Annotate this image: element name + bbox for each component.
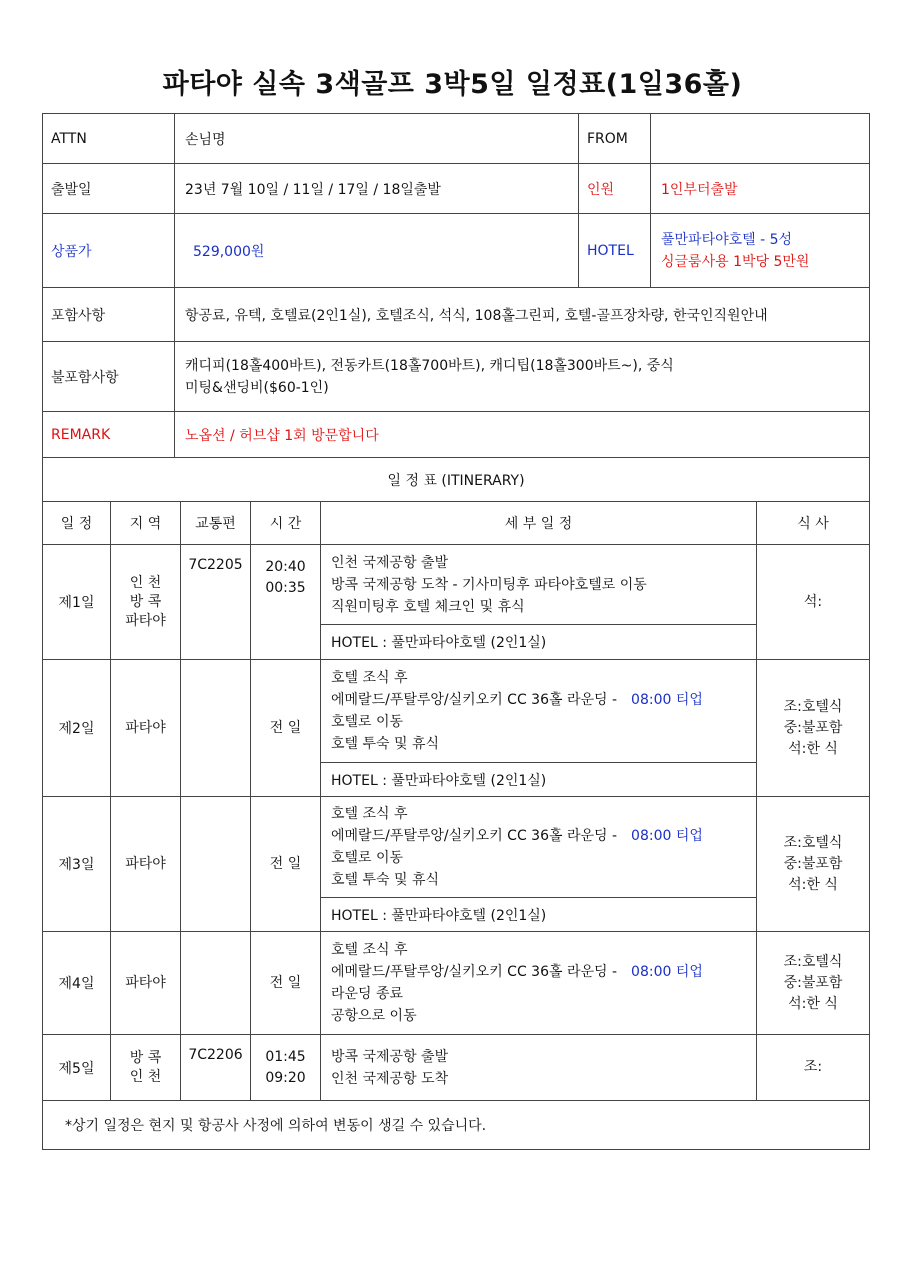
time-line: 00:35 bbox=[265, 580, 306, 596]
table-row bbox=[43, 660, 870, 763]
detail-line: 방콕 국제공항 도착 - 기사미팅후 파타야호텔로 이동 bbox=[331, 576, 647, 593]
golf-text: 에메랄드/푸탈루앙/실키오키 CC 36홀 라운딩 - bbox=[331, 828, 618, 844]
time-cell bbox=[251, 545, 321, 660]
meal-line: 석:한 식 bbox=[788, 995, 838, 1012]
region-line: 방 콕 bbox=[129, 593, 162, 610]
detail-line: 호텔 투숙 및 휴식 bbox=[331, 872, 440, 888]
detail-line: 방콕 국제공항 출발 bbox=[331, 1048, 449, 1065]
time-cell: 전 일 bbox=[251, 660, 321, 797]
detail-cell bbox=[321, 545, 757, 625]
region-line: 인 천 bbox=[129, 574, 162, 591]
include-label: 포함사항 bbox=[43, 288, 175, 342]
include-row bbox=[43, 288, 870, 342]
meal-line: 조: bbox=[803, 1059, 823, 1075]
header-meal: 식 사 bbox=[757, 502, 870, 545]
golf-text: 에메랄드/푸탈루앙/실키오키 CC 36홀 라운딩 - bbox=[331, 964, 618, 980]
detail-line: 호텔 조식 후 bbox=[331, 670, 408, 686]
exclude-value-line-1: 캐디피(18홀400바트), 전동카트(18홀700바트), 캐디팁(18홀300바트~), 중식 bbox=[185, 357, 674, 374]
meal-cell bbox=[757, 932, 870, 1035]
itinerary-heading: 일 정 표 (ITINERARY) bbox=[43, 458, 870, 502]
exclude-value bbox=[175, 342, 870, 412]
flight-cell bbox=[181, 797, 251, 932]
table-row bbox=[43, 1035, 870, 1101]
time-line: 20:40 bbox=[265, 559, 306, 575]
meal-cell bbox=[757, 545, 870, 660]
hotel-value-line-2: 싱글룸사용 1박당 5만원 bbox=[661, 253, 810, 270]
flight-cell: 7C2205 bbox=[181, 545, 251, 660]
from-value bbox=[651, 114, 870, 164]
depart-label: 출발일 bbox=[43, 164, 175, 214]
detail-cell bbox=[321, 1035, 757, 1101]
detail-line: 라운딩 종료 bbox=[331, 986, 404, 1002]
remark-label: REMARK bbox=[43, 412, 175, 458]
time-cell bbox=[251, 1035, 321, 1101]
remark-row bbox=[43, 412, 870, 458]
table-row bbox=[43, 545, 870, 625]
teeoff-time: 08:00 티업 bbox=[631, 964, 703, 980]
meal-line: 중:불포함 bbox=[783, 855, 843, 872]
price-value: 529,000원 bbox=[175, 214, 579, 288]
time-cell: 전 일 bbox=[251, 932, 321, 1035]
attn-row bbox=[43, 114, 870, 164]
region-cell bbox=[111, 1035, 181, 1101]
price-row bbox=[43, 214, 870, 288]
region-cell bbox=[111, 545, 181, 660]
region-cell: 파타야 bbox=[111, 932, 181, 1035]
detail-line: 공항으로 이동 bbox=[331, 1008, 417, 1024]
meal-line: 조:호텔식 bbox=[783, 834, 843, 851]
pax-value: 1인부터출발 bbox=[651, 164, 870, 214]
from-label: FROM bbox=[579, 114, 651, 164]
meal-cell bbox=[757, 1035, 870, 1101]
hotel-line: HOTEL : 풀만파타야호텔 (2인1실) bbox=[321, 625, 757, 660]
depart-row bbox=[43, 164, 870, 214]
pax-label: 인원 bbox=[579, 164, 651, 214]
table-row bbox=[43, 932, 870, 1035]
meal-cell bbox=[757, 797, 870, 932]
detail-line: 인천 국제공항 도착 bbox=[331, 1070, 449, 1087]
attn-label: ATTN bbox=[43, 114, 175, 164]
golf-text: 에메랄드/푸탈루앙/실키오키 CC 36홀 라운딩 - bbox=[331, 692, 618, 708]
detail-line: 호텔 조식 후 bbox=[331, 806, 408, 822]
hotel-value-line-1: 풀만파타야호텔 - 5성 bbox=[661, 231, 793, 248]
region-line: 파타야 bbox=[125, 612, 166, 629]
remark-value: 노옵션 / 허브샵 1회 방문합니다 bbox=[175, 412, 870, 458]
meal-line: 조:호텔식 bbox=[783, 698, 843, 715]
flight-cell bbox=[181, 932, 251, 1035]
meal-line: 석:한 식 bbox=[788, 876, 838, 893]
table-row bbox=[43, 797, 870, 898]
region-line: 인 천 bbox=[129, 1068, 162, 1085]
detail-line: 호텔로 이동 bbox=[331, 850, 404, 866]
header-transport: 교통편 bbox=[181, 502, 251, 545]
detail-line: 직원미팅후 호텔 체크인 및 휴식 bbox=[331, 598, 525, 615]
page-title: 파타야 실속 3색골프 3박5일 일정표(1일36홀) bbox=[162, 69, 743, 100]
detail-cell bbox=[321, 660, 757, 763]
day-cell: 제4일 bbox=[43, 932, 111, 1035]
detail-line: 호텔 투숙 및 휴식 bbox=[331, 736, 440, 752]
header-detail: 세 부 일 정 bbox=[321, 502, 757, 545]
region-cell: 파타야 bbox=[111, 660, 181, 797]
itinerary-table bbox=[42, 457, 870, 1150]
detail-line: 호텔 조식 후 bbox=[331, 942, 408, 958]
day-cell: 제2일 bbox=[43, 660, 111, 797]
detail-line: 호텔로 이동 bbox=[331, 714, 404, 730]
itinerary-header-row bbox=[43, 502, 870, 545]
day-cell: 제1일 bbox=[43, 545, 111, 660]
meal-line: 중:불포함 bbox=[783, 719, 843, 736]
hotel-line: HOTEL : 풀만파타야호텔 (2인1실) bbox=[321, 763, 757, 797]
day-cell: 제5일 bbox=[43, 1035, 111, 1101]
footer-note: *상기 일정은 현지 및 항공사 사정에 의하여 변동이 생길 수 있습니다. bbox=[43, 1101, 870, 1150]
detail-cell bbox=[321, 932, 757, 1035]
time-line: 09:20 bbox=[265, 1070, 306, 1086]
detail-line: 인천 국제공항 출발 bbox=[331, 554, 449, 571]
golf-line bbox=[331, 961, 746, 983]
attn-value: 손님명 bbox=[175, 114, 579, 164]
meal-line: 조:호텔식 bbox=[783, 953, 843, 970]
day-cell: 제3일 bbox=[43, 797, 111, 932]
meal-line: 중:불포함 bbox=[783, 974, 843, 991]
exclude-label: 불포함사항 bbox=[43, 342, 175, 412]
teeoff-time: 08:00 티업 bbox=[631, 692, 703, 708]
info-table bbox=[42, 113, 870, 458]
hotel-line: HOTEL : 풀만파타야호텔 (2인1실) bbox=[321, 898, 757, 932]
depart-value: 23년 7월 10일 / 11일 / 17일 / 18일출발 bbox=[175, 164, 579, 214]
region-line: 방 콕 bbox=[129, 1049, 162, 1066]
hotel-label: HOTEL bbox=[579, 214, 651, 288]
golf-line bbox=[331, 689, 746, 711]
header-time: 시 간 bbox=[251, 502, 321, 545]
header-region: 지 역 bbox=[111, 502, 181, 545]
meal-line: 석:한 식 bbox=[788, 740, 838, 757]
hotel-value bbox=[651, 214, 870, 288]
meal-cell bbox=[757, 660, 870, 797]
time-cell: 전 일 bbox=[251, 797, 321, 932]
meal-line: 석: bbox=[803, 593, 823, 610]
include-value: 항공료, 유텍, 호텔료(2인1실), 호텔조식, 석식, 108홀그린피, 호텔-골프장차량, 한국인직원안내 bbox=[175, 288, 870, 342]
exclude-row bbox=[43, 342, 870, 412]
golf-line bbox=[331, 825, 746, 847]
region-cell: 파타야 bbox=[111, 797, 181, 932]
price-label: 상품가 bbox=[43, 214, 175, 288]
detail-cell bbox=[321, 797, 757, 898]
header-day: 일 정 bbox=[43, 502, 111, 545]
exclude-value-line-2: 미팅&샌딩비($60-1인) bbox=[185, 379, 329, 396]
time-line: 01:45 bbox=[265, 1049, 306, 1065]
flight-cell: 7C2206 bbox=[181, 1035, 251, 1101]
flight-cell bbox=[181, 660, 251, 797]
teeoff-time: 08:00 티업 bbox=[631, 828, 703, 844]
